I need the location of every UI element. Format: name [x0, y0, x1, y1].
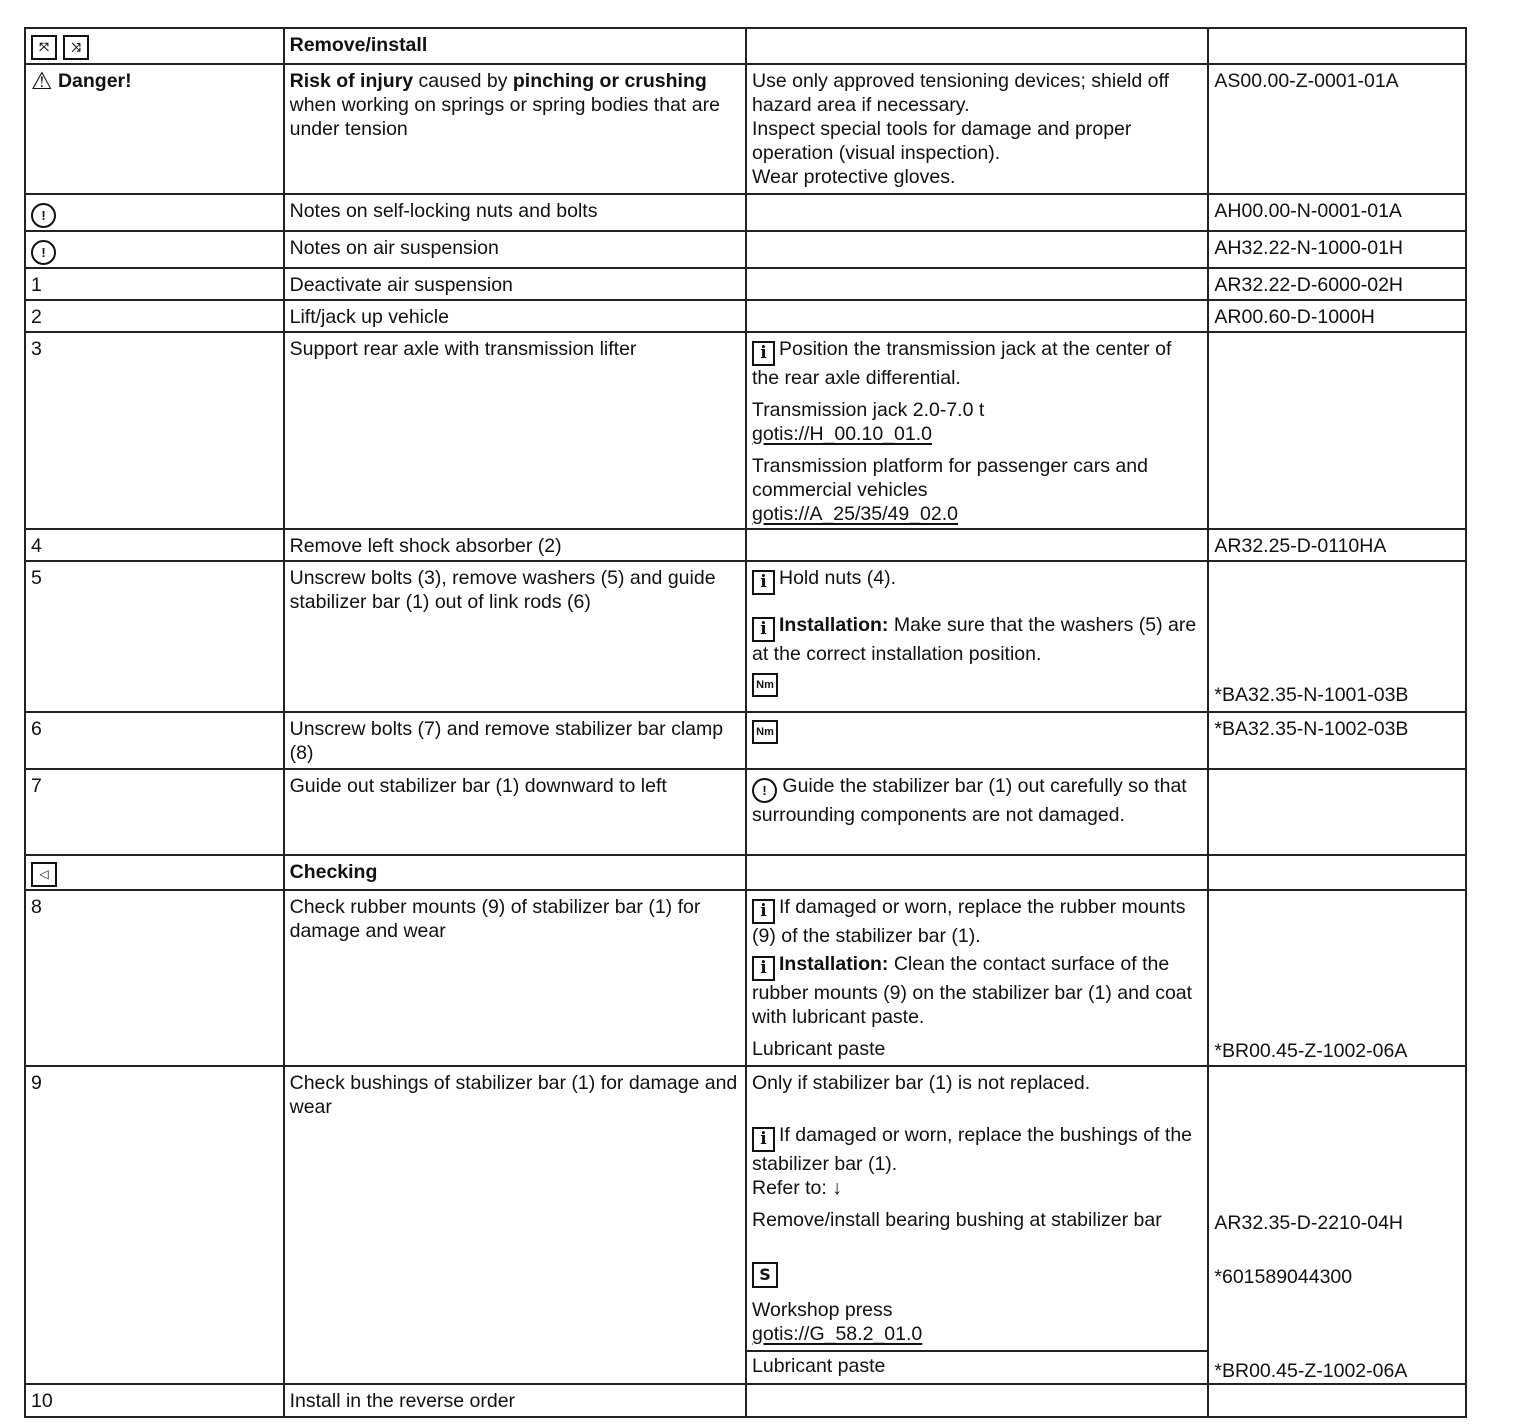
note-icon: !	[752, 778, 777, 803]
check-icon: ◁	[31, 862, 57, 887]
reference-link[interactable]: *BR00.45-Z-1002-06A	[1214, 1360, 1408, 1382]
warning-icon: ⚠	[31, 67, 53, 95]
table-row	[25, 28, 1466, 64]
collapse-icon[interactable]: ⤨	[63, 35, 89, 60]
note-icon: !	[31, 203, 56, 228]
info-icon: i	[752, 570, 775, 595]
table-row: 3 Support rear axle with transmission lifter i Position the transmission jack at the center of the rear axle differential. Transmission jack 2.0-7.0 t gotis://H_00.10_01.0 Transmission platform for passenger cars and commercial vehicles gotis://A_25/35/49_02.0	[25, 332, 1466, 529]
table-row: ! Notes on self-locking nuts and bolts AH00.00-N-0001-01A	[25, 194, 1466, 231]
reference-link[interactable]: AH32.22-N-1000-01H	[1208, 231, 1466, 268]
expand-icon[interactable]: ⤧	[31, 35, 57, 60]
reference-link[interactable]: AR00.60-D-1000H	[1208, 300, 1466, 332]
table-row: 7 Guide out stabilizer bar (1) downward to left ! Guide the stabilizer bar (1) out carefully so that surrounding components are not damaged.	[25, 769, 1466, 855]
section-title: Checking	[289, 861, 378, 883]
danger-gloves: Wear protective gloves.	[752, 166, 956, 188]
info-icon: i	[752, 341, 775, 366]
section-title: Remove/install	[289, 34, 428, 56]
table-row: ! Notes on air suspension AH32.22-N-1000-01H	[25, 231, 1466, 268]
table-row	[25, 855, 1466, 890]
reference-link[interactable]: *BA32.35-N-1002-03B	[1208, 712, 1466, 769]
reference-link[interactable]: AS00.00-Z-0001-01A	[1214, 70, 1399, 92]
arrow-down-icon: ↓	[832, 1177, 842, 1199]
header-icons-cell	[25, 28, 284, 64]
bushing-text: Remove/install bearing bushing at stabilizer bar	[752, 1209, 1162, 1231]
table-row: 1 Deactivate air suspension AR32.22-D-6000-02H	[25, 268, 1466, 300]
info-icon: i	[752, 899, 775, 924]
table-row: ⚠ Danger! Risk of injury caused by pinching or crushing when working on springs or spring bodies that are under tension Use only approved tensioning devices; shield off hazard area if necessary. Inspect special tools for damage and proper operation (visual inspection). Wear protective gloves. AS00.00-Z-0001-01A	[25, 64, 1466, 194]
reference-link[interactable]: AH00.00-N-0001-01A	[1208, 194, 1466, 231]
tool-icon[interactable]: S	[752, 1262, 778, 1288]
table-row: 8 Check rubber mounts (9) of stabilizer bar (1) for damage and wear i If damaged or worn, replace the rubber mounts (9) of the stabilizer bar (1). i Installation: Clean the contact surface of the rubber mounts (9) on the stabilizer bar (1) and coat with lubricant paste. Lubricant paste *BR00.45-Z-1002-06A	[25, 890, 1466, 1066]
gotis-link[interactable]: gotis://H_00.10_01.0	[752, 423, 932, 445]
danger-label: Danger!	[57, 70, 132, 92]
gotis-link[interactable]: gotis://A_25/35/49_02.0	[752, 503, 958, 525]
table-row: 4 Remove left shock absorber (2) AR32.25-D-0110HA	[25, 529, 1466, 561]
table-row: 10 Install in the reverse order	[25, 1384, 1466, 1417]
table-row: 5 Unscrew bolts (3), remove washers (5) and guide stabilizer bar (1) out of link rods (6) i Hold nuts (4). i Installation: Make sure that the washers (5) are at the correct installation position. Nm *BA32.35-N-1001-03B	[25, 561, 1466, 712]
info-icon: i	[752, 956, 775, 981]
procedure-table	[24, 27, 1467, 1418]
note-icon: !	[31, 240, 56, 265]
reference-link[interactable]: AR32.25-D-0110HA	[1208, 529, 1466, 561]
info-icon: i	[752, 617, 775, 642]
danger-measures: Use only approved tensioning devices; shield off hazard area if necessary.	[752, 70, 1169, 116]
info-icon: i	[752, 1127, 775, 1152]
table-row: 2 Lift/jack up vehicle AR00.60-D-1000H	[25, 300, 1466, 332]
table-row: 9 Check bushings of stabilizer bar (1) for damage and wear Only if stabilizer bar (1) is not replaced. i If damaged or worn, replace the bushings of the stabilizer bar (1). Refer to: ↓ Remove/install bearing bushing at stabilizer bar S Workshop press gotis://G_58.2_01.0 Lubricant paste AR32.35-D-2210-04H *601589044300 *BR00.45-Z-1002-06A	[25, 1066, 1466, 1384]
table-row: 6 Unscrew bolts (7) and remove stabilizer bar clamp (8) Nm *BA32.35-N-1002-03B	[25, 712, 1466, 769]
tool-number[interactable]: *601589044300	[1214, 1266, 1353, 1288]
reference-link[interactable]: AR32.35-D-2210-04H	[1214, 1212, 1403, 1234]
reference-link[interactable]: *BR00.45-Z-1002-06A	[1214, 1040, 1408, 1062]
reference-link[interactable]: AR32.22-D-6000-02H	[1208, 268, 1466, 300]
torque-icon[interactable]: Nm	[752, 673, 778, 697]
torque-icon[interactable]: Nm	[752, 720, 778, 744]
risk-bold: Risk of injury	[289, 70, 414, 92]
reference-link[interactable]: *BA32.35-N-1001-03B	[1214, 684, 1409, 706]
gotis-link[interactable]: gotis://G_58.2_01.0	[752, 1323, 923, 1345]
danger-inspect: Inspect special tools for damage and proper operation (visual inspection).	[752, 118, 1132, 164]
